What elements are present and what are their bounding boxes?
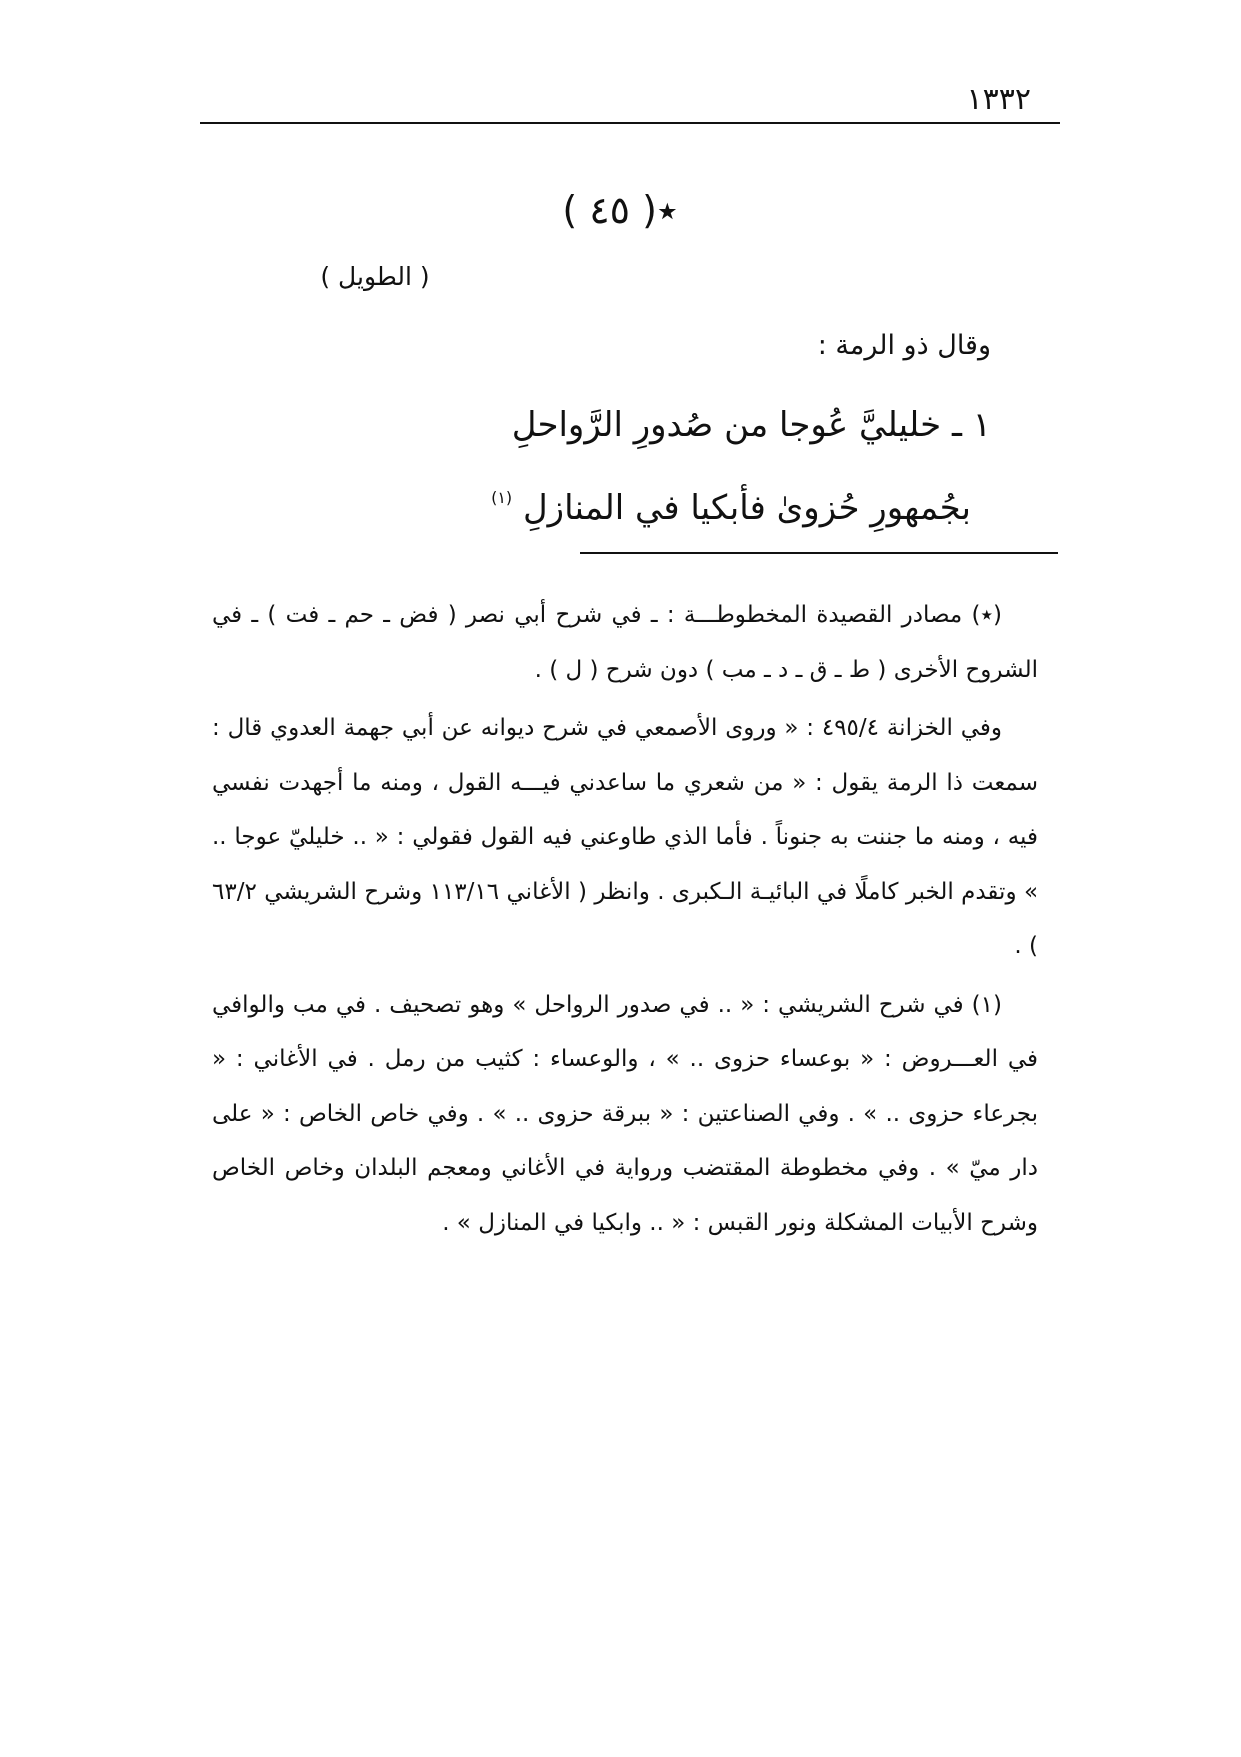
- footnote-mark: (١): [491, 488, 513, 507]
- poem-intro: وقال ذو الرمة :: [817, 330, 991, 361]
- page-number: ١٣٣٢: [966, 82, 1031, 117]
- verse-second-hemistich-text: بجُمهورِ حُزوىٰ فأبكيا في المنازلِ: [522, 488, 971, 528]
- footnote-rule: [580, 552, 1058, 554]
- meter-label: ( الطويل ): [320, 262, 430, 291]
- footnote-sources: (٭) مصادر القصيدة المخطوطـــة : ـ في شرح أبي نصر ( فض ـ حم ـ فت ) ـ في الشروح الأخرى ( ط ـ ق ـ د ـ مب ) دون شرح ( ل ) .: [212, 602, 1038, 683]
- verse-second-hemistich: [491, 488, 971, 528]
- footnotes: [212, 588, 1038, 1250]
- verse-first-hemistich: ١ ـ خليليَّ عُوجا من صُدورِ الرَّواحلِ: [511, 405, 991, 445]
- poem-number: ٭( ٤٥ ): [562, 188, 678, 232]
- footnote-variants: (١) في شرح الشريشي : « .. في صدور الرواحل » وهو تصحيف . في مب والوافي في العـــروض : « بوعساء حزوى .. » ، والوعساء : كثيب من رمل . في الأغاني : « بجرعاء حزوى .. » . وفي الصناعتين : « ببرقة حزوى .. » . وفي خاص الخاص : « على دار ميّ » . وفي مخطوطة المقتضب ورواية في الأغاني ومعجم البلدان وخاص الخاص وشرح الأبيات المشكلة ونور القبس : « .. وابكيا في المنازل » .: [212, 991, 1038, 1236]
- footnote-khizana: وفي الخزانة ٤٩٥/٤ : « وروى الأصمعي في شرح ديوانه عن أبي جهمة العدوي قال : سمعت ذا الرمة يقول : « من شعري ما ساعدني فيـــه القول ، ومنه ما أجهدت نفسي فيه ، ومنه ما جننت به جنوناً . فأما الذي طاوعني فيه القول فقولي : « .. خليليّ عوجا .. » وتقدم الخبر كاملًا في البائيـة الـكبرى . وانظر ( الأغاني ١١٣/١٦ وشرح الشريشي ٦٣/٢ ) .: [212, 715, 1039, 959]
- header-rule: [200, 122, 1060, 124]
